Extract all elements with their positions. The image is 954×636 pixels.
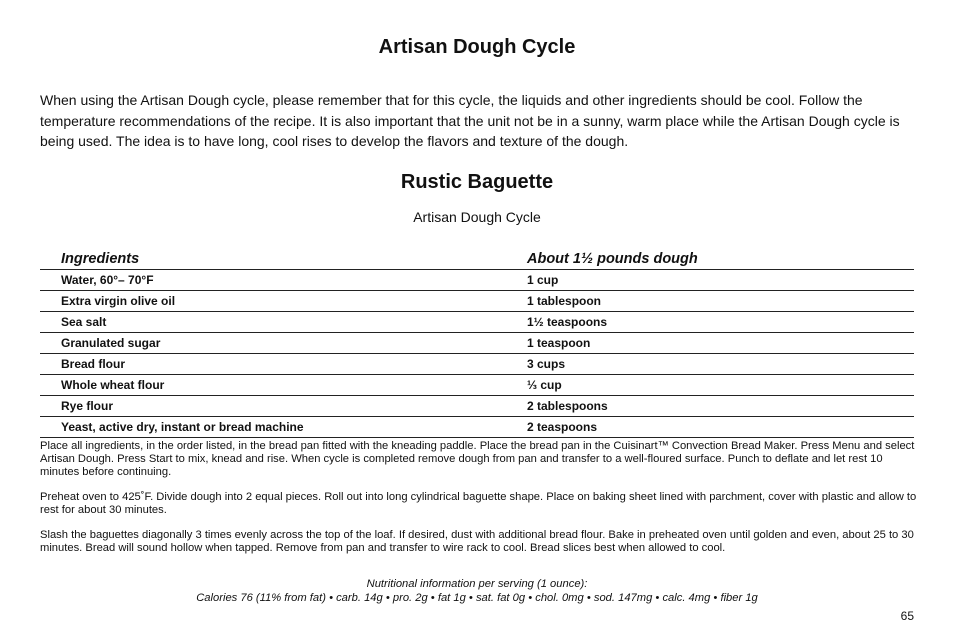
ingredient-name: Whole wheat flour (61, 378, 165, 392)
instruction-step: Slash the baguettes diagonally 3 times evenly across the top of the loaf. If desired, dust with additional bread flour. Bake in preheated oven until golden and even, about 25 to 30 minutes. Bread will sound hollow when tapped. Remove from pan and transfer to wire rack to cool. Bread slices best when allowed to cool. (40, 529, 914, 554)
ingredient-amount: 1 teaspoon (527, 336, 591, 350)
recipe-title: Rustic Baguette (400, 171, 554, 193)
table-row (40, 375, 914, 396)
nutrition-details: Calories 76 (11% from fat) • carb. 14g • pro. 2g • fat 1g • sat. fat 0g • chol. 0mg • sod. 147mg • calc. 4mg • fiber 1g (196, 592, 758, 604)
table-row (40, 291, 914, 312)
ingredient-amount: 2 teaspoons (527, 420, 598, 434)
ingredient-name: Yeast, active dry, instant or bread machine (61, 420, 304, 434)
nutrition-heading: Nutritional information per serving (1 ounce): (366, 578, 588, 590)
instruction-step: Place all ingredients, in the order listed, in the bread pan fitted with the kneading paddle. Place the bread pan in the Cuisinart™ Convection Bread Maker. Press Menu and select Artisan Dough. Press Start to mix, knead and rise. When cycle is completed remove dough from pan and transfer to a well-floured surface. Punch to deflate and let rest 10 minutes before continuing. (40, 440, 915, 478)
ingredient-amount: ⅓ cup (527, 378, 562, 392)
amount-header: About 1½ pounds dough (527, 251, 698, 267)
table-header (40, 245, 914, 270)
ingredient-name: Granulated sugar (61, 336, 161, 350)
intro-paragraph: When using the Artisan Dough cycle, please remember that for this cycle, the liquids and other ingredients should be cool. Follow the temperature recommendations of the recipe. It is also important that the unit not be in a sunny, warm place while the Artisan Dough cycle is being used. The idea is to have long, cool rises to develop the flavors and texture of the dough. (40, 92, 900, 149)
table-row (40, 396, 914, 417)
table-row (40, 312, 914, 333)
ingredient-name: Rye flour (61, 399, 114, 413)
table-row (40, 270, 914, 291)
ingredient-name: Water, 60°– 70°F (61, 273, 154, 287)
table-row (40, 417, 914, 438)
ingredients-table (40, 245, 914, 438)
table-row (40, 354, 914, 375)
ingredient-amount: 1 tablespoon (527, 294, 602, 308)
ingredients-header: Ingredients (61, 251, 140, 267)
ingredient-amount: 1½ teaspoons (527, 315, 608, 329)
ingredient-amount: 3 cups (527, 357, 566, 371)
ingredient-name: Bread flour (61, 357, 126, 371)
ingredient-amount: 2 tablespoons (527, 399, 608, 413)
page-title: Artisan Dough Cycle (378, 36, 576, 58)
ingredient-name: Extra virgin olive oil (61, 294, 176, 308)
table-row (40, 333, 914, 354)
ingredient-name: Sea salt (61, 315, 107, 329)
ingredient-amount: 1 cup (527, 273, 559, 287)
page-number: 65 (900, 609, 914, 623)
recipe-subtitle: Artisan Dough Cycle (413, 209, 541, 225)
instruction-step: Preheat oven to 425˚F. Divide dough into 2 equal pieces. Roll out into long cylindrical baguette shape. Place on baking sheet lined with parchment, cover with plastic and allow to rest for about 30 minutes. (40, 491, 917, 516)
